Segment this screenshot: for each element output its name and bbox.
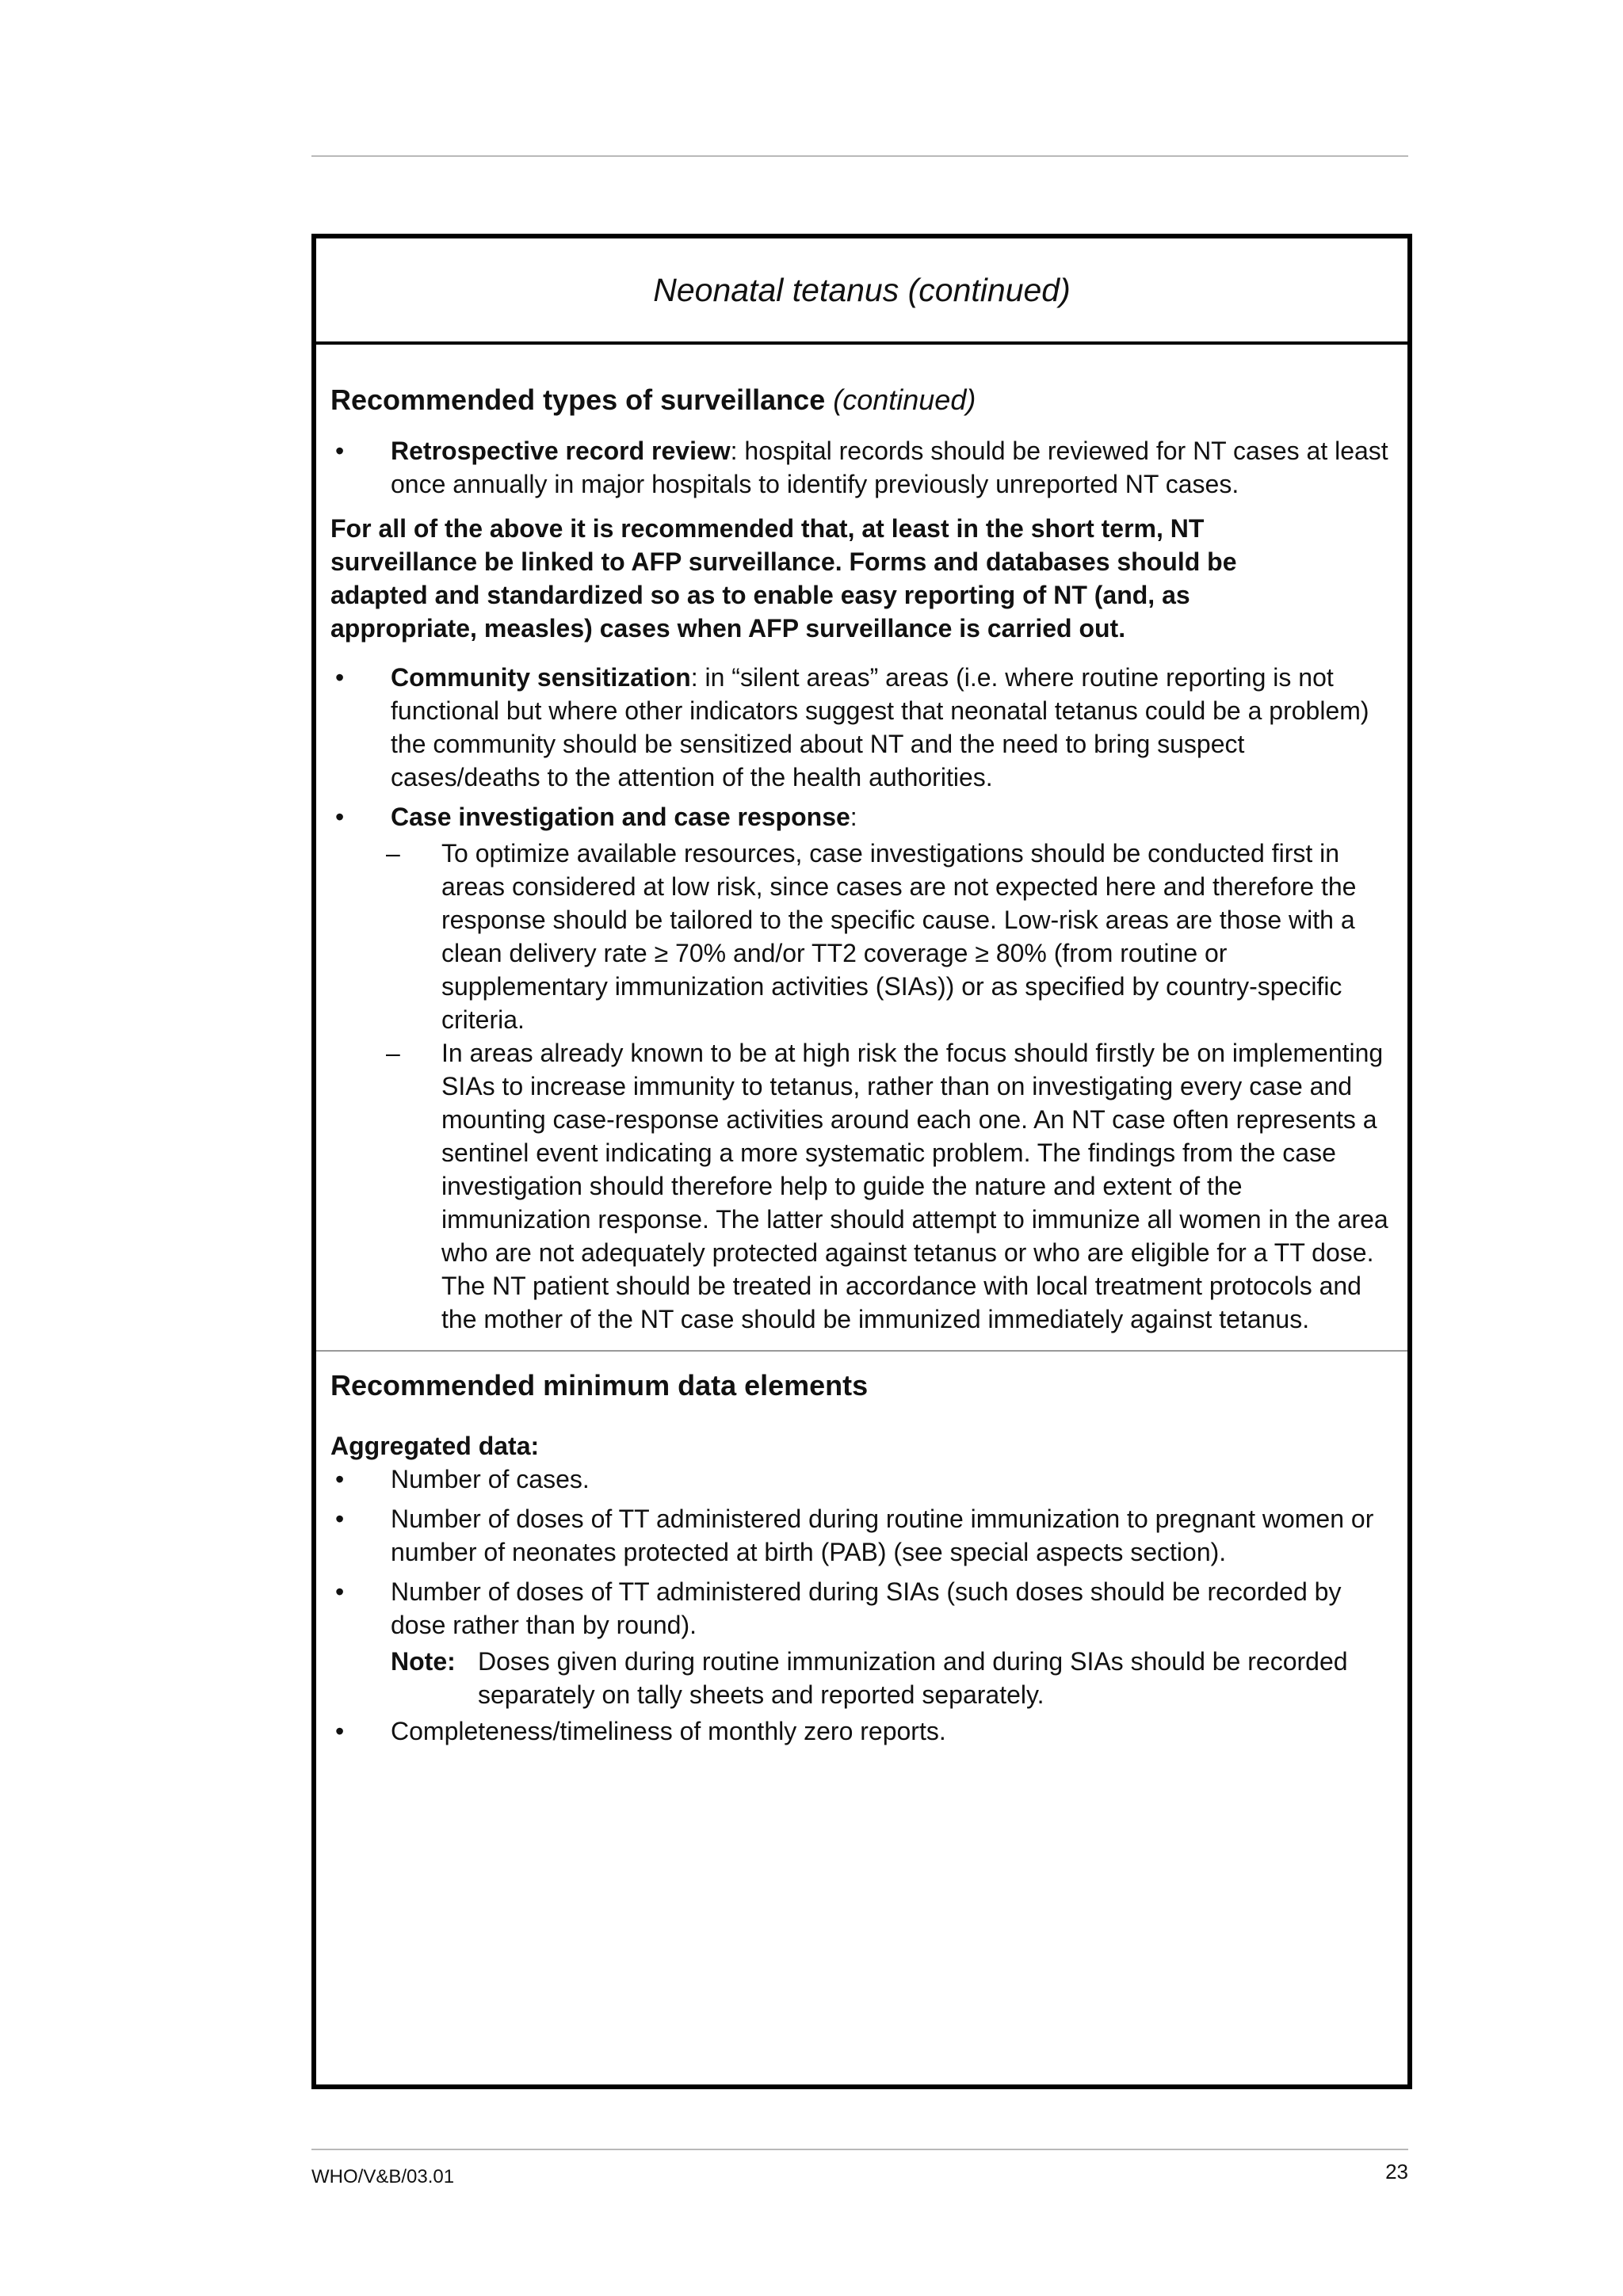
bullet-mark: • (335, 663, 345, 692)
list-item (330, 800, 1407, 833)
case-label: Case investigation and case response (391, 803, 850, 831)
surveillance-heading (330, 383, 1407, 417)
list-item (330, 1502, 1407, 1569)
surveillance-section (330, 345, 1407, 1336)
bullet-mark: • (335, 1577, 345, 1606)
bullet-mark: • (335, 803, 345, 831)
bullet-mark: • (335, 1717, 345, 1745)
dash-item (386, 837, 1407, 1036)
page-number: 23 (1385, 2160, 1408, 2183)
retro-text: : hospital records should be reviewed for NT cases at least once annually in major hospitals to identify previously unreported NT cases. (391, 437, 1388, 498)
footer-doc-id: WHO/V&B/03.01 (311, 2166, 455, 2187)
bullet-mark: • (335, 1465, 345, 1493)
dash-text: To optimize available resources, case investigations should be conducted first in areas considered at low risk, since cases are not expected here and therefore the response should be tailored to the specific cause. Low-risk areas are those with a clean delivery rate ≥ 70% and/or TT2 coverage ≥ 80% (from routine or supplementary immunization activities (SIAs)) or as specified by country-specific criteria. (441, 839, 1357, 1034)
recommendation-paragraph: For all of the above it is recommended that, at least in the short term, NT surveillance be linked to AFP surveillance. Forms and databases should be adapted and standardized so as to enable easy reporting of NT (and, as appropriate, measles) cases when AFP surveillance is carried out. (330, 514, 1237, 643)
dash-mark: – (386, 839, 400, 868)
surveillance-heading-text: Recommended types of surveillance (330, 383, 826, 416)
bullet-mark: • (335, 1505, 345, 1533)
footer-rule (311, 2149, 1408, 2150)
list-item (330, 1714, 1407, 1748)
data-elements-section (330, 1352, 1407, 1748)
surveillance-heading-suffix: (continued) (833, 383, 976, 416)
case-text: : (850, 803, 857, 831)
data-item-text: Completeness/timeliness of monthly zero reports. (391, 1717, 946, 1745)
header-rule (311, 155, 1408, 157)
list-item (330, 661, 1407, 794)
list-item (330, 434, 1407, 501)
data-item-text: Number of cases. (391, 1465, 590, 1493)
data-item-text: Number of doses of TT administered during routine immunization to pregnant women or number of neonates protected at birth (PAB) (see special aspects section). (391, 1505, 1374, 1566)
box-content (316, 345, 1407, 1748)
note-label: Note: (391, 1647, 456, 1676)
bullet-mark: • (335, 437, 345, 465)
aggregated-label: Aggregated data: (330, 1432, 540, 1460)
box-title: Neonatal tetanus (continued) (316, 238, 1407, 345)
community-label: Community sensitization (391, 663, 691, 692)
dash-mark: – (386, 1039, 400, 1067)
community-text: : in “silent areas” areas (i.e. where routine reporting is not functional but where other indicators suggest that neonatal tetanus could be a problem) the community should be sensitized about NT and the need to bring suspect cases/deaths to the attention of the health authorities. (391, 663, 1369, 791)
note (391, 1645, 1407, 1711)
dash-item (386, 1036, 1407, 1336)
list-item (330, 1463, 1407, 1496)
data-item-text: Number of doses of TT administered during SIAs (such doses should be recorded by dose rather than by round). (391, 1577, 1342, 1639)
list-item (330, 1575, 1407, 1642)
dash-text: In areas already known to be at high risk the focus should firstly be on implementing SIAs to increase immunity to tetanus, rather than on investigating every case and mounting case-response activities around each one. An NT case often represents a sentinel event indicating a more systematic problem. The findings from the case investigation should therefore help to guide the nature and extent of the immunization response. The latter should attempt to immunize all women in the area who are not adequately protected against tetanus or who are eligible for a TT dose. The NT patient should be treated in accordance with local treatment protocols and the mother of the NT case should be immunized immediately against tetanus. (441, 1039, 1388, 1333)
data-elements-heading: Recommended minimum data elements (330, 1369, 869, 1402)
note-text: Doses given during routine immunization and during SIAs should be recorded separately on tally sheets and reported separately. (478, 1647, 1348, 1709)
retro-label: Retrospective record review (391, 437, 731, 465)
content-box (311, 234, 1412, 2089)
